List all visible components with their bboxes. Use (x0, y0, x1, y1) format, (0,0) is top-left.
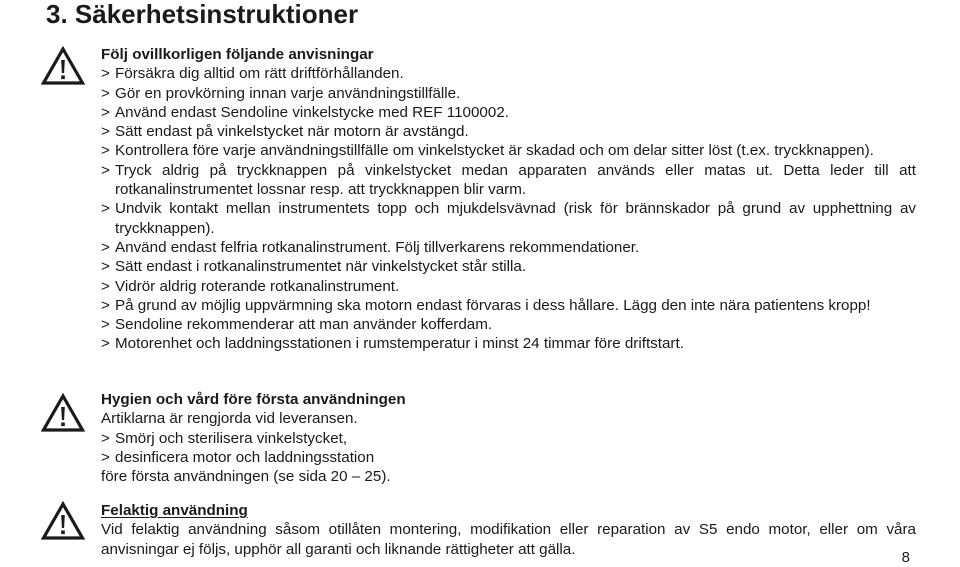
section-heading: Felaktig användning (101, 502, 248, 519)
section-heading: Följ ovillkorligen följande anvisningar (101, 46, 374, 63)
list-item: > Kontrollera före varje användningstillfälle om vinkelstycket är skadad och om delar sitter löst (t.ex. tryckknappen). (101, 142, 874, 160)
list-item: > Smörj och sterilisera vinkelstycket, (101, 429, 348, 447)
list-item: > Sendoline rekommenderar att man använder kofferdam. (101, 316, 493, 334)
list-item: > Sätt endast i rotkanalinstrumentet när vinkelstycket står stilla. (101, 258, 527, 276)
bullet-mark: > (101, 161, 110, 179)
bullet-mark: > (101, 65, 110, 83)
bullet-mark: > (101, 316, 110, 334)
hygiene-list (101, 429, 916, 468)
outro-text: före första användningen (se sida 20 – 25). (101, 468, 391, 486)
list-item: > Sätt endast på vinkelstycket när motorn är avstängd. (101, 123, 469, 141)
warning-triangle-icon (41, 46, 85, 86)
bullet-mark: > (101, 200, 110, 218)
bullet-mark: > (101, 296, 110, 314)
list-item: > Försäkra dig alltid om rätt driftförhållanden. (101, 65, 404, 83)
bullet-mark: > (101, 429, 110, 447)
list-item: > Undvik kontakt mellan instrumentets topp och mjukdelsvävnad (risk för brännskador på grund av upphettning av tryckknappen). (101, 200, 916, 237)
warning-triangle-icon (41, 393, 85, 433)
body-text: Vid felaktig användning såsom otillåten montering, modifikation eller reparation av S5 endo motor, eller om våra anvisningar ej följs, upphör all garanti och liknande rättigheter att gälla. (101, 521, 916, 558)
section-misuse (101, 501, 916, 559)
section-heading: Hygien och vård före första användningen (101, 391, 406, 408)
warning-triangle-icon (41, 501, 85, 541)
list-item: > Gör en provkörning innan varje användningstillfälle. (101, 84, 461, 102)
bullet-mark: > (101, 448, 110, 466)
bullet-mark: > (101, 258, 110, 276)
list-item: > Vidrör aldrig roterande rotkanalinstrument. (101, 277, 400, 295)
bullet-mark: > (101, 103, 110, 121)
bullet-mark: > (101, 277, 110, 295)
list-item: > desinficera motor och laddningsstation (101, 448, 375, 466)
section-instructions (101, 45, 916, 354)
intro-text: Artiklarna är rengjorda vid leveransen. (101, 410, 358, 428)
list-item: > Använd endast felfria rotkanalinstrument. Följ tillverkarens rekommendationer. (101, 238, 640, 256)
bullet-mark: > (101, 142, 110, 160)
page-number: 8 (901, 549, 910, 566)
instruction-list (101, 64, 916, 353)
bullet-mark: > (101, 335, 110, 353)
page-title: 3. Säkerhetsinstruktioner (46, 0, 359, 29)
bullet-mark: > (101, 238, 110, 256)
bullet-mark: > (101, 123, 110, 141)
list-item: > Motorenhet och laddningsstationen i rumstemperatur i minst 24 timmar före driftstart. (101, 335, 684, 353)
list-item: > Tryck aldrig på tryckknappen på vinkelstycket medan apparaten används eller matas ut. Detta leder till att rotkanalinstrumentet lossnar resp. att tryckknappen blir varm. (101, 161, 916, 199)
section-hygiene (101, 390, 916, 486)
list-item: > Använd endast Sendoline vinkelstycke med REF 1100002. (101, 103, 509, 121)
bullet-mark: > (101, 84, 110, 102)
list-item: > På grund av möjlig uppvärmning ska motorn endast förvaras i dess hållare. Lägg den inte nära patientens kropp! (101, 296, 871, 314)
